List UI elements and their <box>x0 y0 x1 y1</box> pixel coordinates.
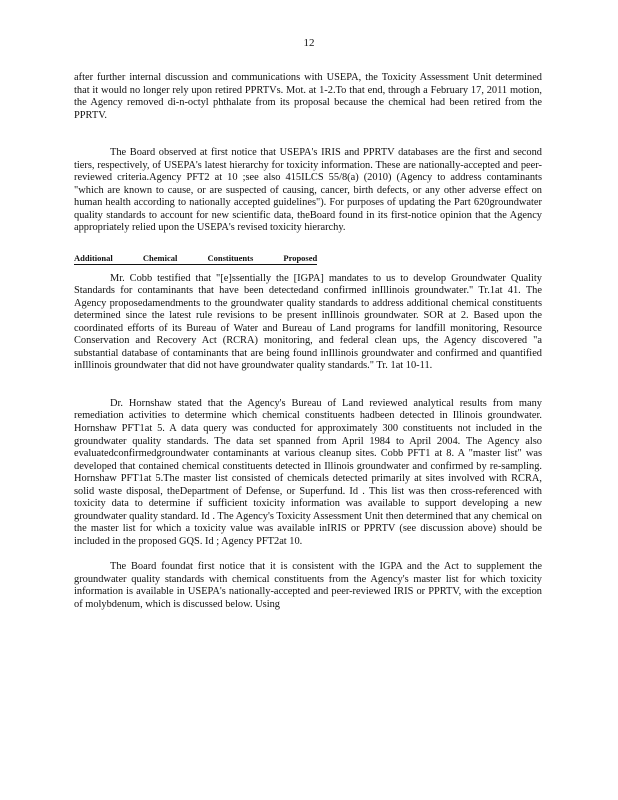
page-number: 12 <box>303 37 315 49</box>
document-body <box>74 72 542 611</box>
paragraph-board-found: The Board foundat first notice that it is consistent with the IGPA and the Act to supplement the groundwater quality standards with chemical constituents from the Agency's master list for which toxicity information is available in USEPA's nationally-accepted and peer-reviewed IRIS or PPRTV, with the exception of molybdenum, which is discussed below. Using <box>74 560 542 610</box>
section-heading-wrap <box>74 248 542 261</box>
paragraph-hornshaw-statement: Dr. Hornshaw stated that the Agency's Bureau of Land reviewed analytical results from many remediation activities to determine which chemical constituents hadbeen detected in Illinois groundwater. Hornshaw PFT1at 5. A data query was conducted for approximately 300 constituents not included in the groundwater quality standards. The data set spanned from April 1984 to April 2004. The Agency also evaluatedconfirmedgroundwater contaminants at various cleanup sites. Cobb PFT1 at 8. A "master list" was developed that contained chemical constituents detected in Illinois groundwater and confirmed by re-sampling. Hornshaw PFT1at 5.The master list consisted of chemicals detected primarily at sites involved with RCRA, solid waste disposal, theDepartment of Defense, or Superfund. Id . This list was then cross-referenced with toxicity data to determine if sufficient toxicity information was available to support developing a new groundwater quality standard. Id . The Agency's Toxicity Assessment Unit then determined that any chemical on the master list for which a toxicity value was available inIRIS or PPRTV (see discussion above) should be included in the proposed GQS. Id ; Agency PFT2at 10. <box>74 397 542 547</box>
paragraph-cobb-testimony: Mr. Cobb testified that "[e]ssentially the [IGPA] mandates to us to develop Groundwater Quality Standards for contaminants that have been detectedand confirmed inIllinois groundwater." Tr.1at 41. The Agency proposedamendments to the groundwater quality standards to address additional chemical constituents determined since the latest rule revisions to be present inIllinois groundwater. SOR at 2. Based upon the coordinated efforts of its Bureau of Water and Bureau of Land programs for landfill monitoring, Resource Conservation and Recovery Act (RCRA) monitoring, and federal clean ups, the Agency discovered "a substantial database of contaminants that are being found inIllinois groundwater and confirmed and quantified inIllinois groundwater that did not have groundwater quality standards." Tr. 1at 10-11. <box>74 272 542 372</box>
paragraph-continuation: after further internal discussion and communications with USEPA, the Toxicity Assessment Unit determined that it would no longer rely upon retired PPRTVs. Mot. at 1-2.To that end, through a February 17, 2011 motion, the Agency removed di-n-octyl phthalate from its proposal because the chemical had been retired from the PPRTV. <box>74 72 542 121</box>
section-heading: Additional Chemical Constituents Proposed <box>74 252 318 263</box>
paragraph-board-observed: The Board observed at first notice that USEPA's IRIS and PPRTV databases are the first and second tiers, respectively, of USEPA's latest hierarchy for toxicity information. These are nationally-accepted and peer-reviewed criteria.Agency PFT2 at 10 ;see also 415ILCS 55/8(a) (2010) (Agency to address contaminants "which are known to cause, or are suspected of causing, cancer, birth defects, or any other adverse effect on human health according to nationally accepted guidelines"). For purposes of updating the Part 620groundwater quality standards to account for new scientific data, theBoard found in its first-notice opinion that the Agency appropriately relied upon the USEPA's revised toxicity hierarchy. <box>74 147 542 234</box>
